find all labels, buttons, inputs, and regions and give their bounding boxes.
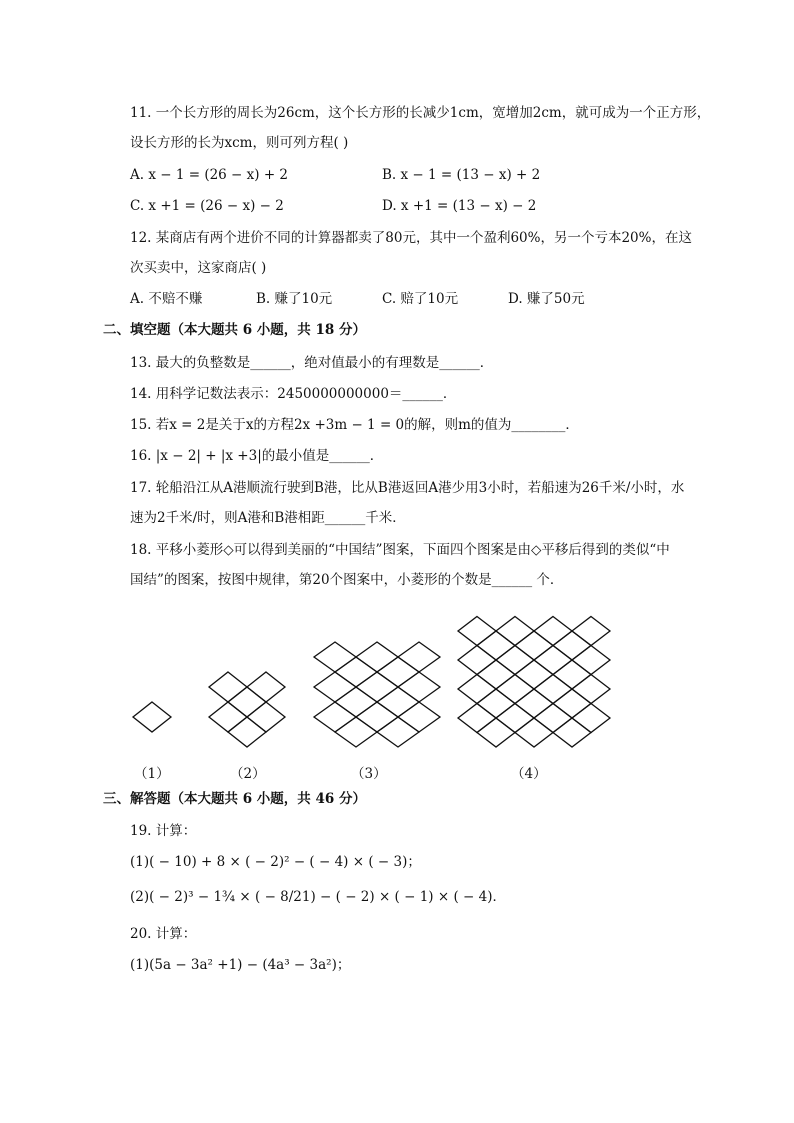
rhombus bbox=[228, 717, 266, 747]
q12-option-a: A. 不赔不赚 bbox=[130, 291, 203, 307]
rhombus bbox=[209, 672, 247, 702]
q13-text: 13. 最大的负整数是______，绝对值最小的有理数是______． bbox=[130, 355, 494, 371]
figure-caption-3: （3） bbox=[351, 766, 387, 782]
rhombus bbox=[534, 646, 572, 675]
rhombus bbox=[314, 642, 356, 672]
rhombus bbox=[247, 702, 285, 732]
q11-option-c: C. x +1 = (26 − x) − 2 bbox=[130, 198, 284, 214]
rhombus bbox=[496, 646, 534, 675]
rhombus bbox=[335, 687, 377, 717]
rhombus bbox=[515, 718, 553, 747]
knot-figure-3 bbox=[314, 642, 440, 747]
rhombus bbox=[534, 617, 572, 646]
q15-text: 15. 若x = 2是关于x的方程2x +3m − 1 = 0的解，则m的值为________． bbox=[130, 417, 579, 433]
rhombus bbox=[398, 642, 440, 672]
rhombus bbox=[458, 675, 496, 704]
rhombus bbox=[458, 704, 496, 733]
rhombus bbox=[356, 702, 398, 732]
rhombus bbox=[314, 702, 356, 732]
rhombus bbox=[335, 657, 377, 687]
q11-option-d: D. x +1 = (13 − x) − 2 bbox=[382, 198, 537, 214]
q17-line1: 17. 轮船沿江从A港顺流行驶到B港，比从B港返回A港少用3小时，若船速为26千米/小时，水 bbox=[130, 480, 685, 496]
rhombus bbox=[209, 702, 247, 732]
rhombus bbox=[496, 704, 534, 733]
q19-title: 19. 计算： bbox=[130, 823, 197, 839]
rhombus bbox=[534, 704, 572, 733]
figure-caption-1: （1） bbox=[134, 766, 170, 782]
rhombus bbox=[496, 675, 534, 704]
q17-line2: 速为2千米/时，则A港和B港相距______千米． bbox=[130, 510, 406, 526]
rhombus bbox=[572, 646, 610, 675]
q12-stem-line2: 次买卖中，这家商店( ) bbox=[130, 260, 267, 276]
q12-option-d: D. 赚了50元 bbox=[508, 291, 585, 307]
rhombus bbox=[377, 717, 419, 747]
q14-text: 14. 用科学记数法表示：2450000000000＝______． bbox=[130, 386, 457, 402]
section-3-heading: 三、解答题（本大题共 6 小题，共 46 分） bbox=[103, 791, 366, 807]
rhombus bbox=[335, 717, 377, 747]
knot-figure-1 bbox=[133, 702, 171, 732]
q12-option-b: B. 赚了10元 bbox=[256, 291, 333, 307]
q20-title: 20. 计算： bbox=[130, 926, 197, 942]
knot-figure-2 bbox=[209, 672, 285, 747]
q18-line1: 18. 平移小菱形◇可以得到美丽的“中国结”图案，下面四个图案是由◇平移后得到的类似“中 bbox=[130, 542, 670, 558]
rhombus bbox=[247, 672, 285, 702]
q11-stem-line1: 11. 一个长方形的周长为26cm，这个长方形的长减少1cm，宽增加2cm，就可成为一个正方形， bbox=[130, 105, 711, 121]
figure-caption-4: （4） bbox=[511, 766, 547, 782]
rhombus bbox=[572, 617, 610, 646]
rhombus bbox=[458, 646, 496, 675]
q20-part1: (1)(5a − 3a² +1) − (4a³ − 3a²)； bbox=[130, 957, 351, 973]
rhombus bbox=[553, 718, 591, 747]
figure-caption-2: （2） bbox=[230, 766, 266, 782]
q12-stem-line1: 12. 某商店有两个进价不同的计算器都卖了80元，其中一个盈利60%，另一个亏本20%，在这 bbox=[130, 230, 692, 246]
rhombus bbox=[133, 702, 171, 732]
rhombus bbox=[356, 672, 398, 702]
rhombus bbox=[534, 675, 572, 704]
rhombus bbox=[477, 631, 515, 660]
rhombus bbox=[458, 617, 496, 646]
rhombus bbox=[515, 689, 553, 718]
q12-option-c: C. 赔了10元 bbox=[382, 291, 459, 307]
q18-line2: 国结”的图案，按图中规律，第20个图案中，小菱形的个数是______ 个． bbox=[130, 572, 564, 588]
rhombus bbox=[314, 672, 356, 702]
rhombus bbox=[496, 617, 534, 646]
rhombus bbox=[377, 687, 419, 717]
rhombus bbox=[377, 657, 419, 687]
rhombus bbox=[553, 631, 591, 660]
rhombus bbox=[398, 702, 440, 732]
rhombus bbox=[477, 718, 515, 747]
q19-part1: (1)( − 10) + 8 × ( − 2)² − ( − 4) × ( − 3)； bbox=[130, 854, 421, 870]
rhombus bbox=[553, 660, 591, 689]
knot-figure-4 bbox=[458, 617, 610, 748]
q11-stem-line2: 设长方形的长为xcm，则可列方程( ) bbox=[130, 135, 349, 151]
rhombus bbox=[228, 687, 266, 717]
rhombus bbox=[572, 704, 610, 733]
rhombus bbox=[515, 631, 553, 660]
q11-option-b: B. x − 1 = (13 − x) + 2 bbox=[382, 167, 541, 183]
rhombus bbox=[356, 642, 398, 672]
q11-option-a: A. x − 1 = (26 − x) + 2 bbox=[130, 167, 289, 183]
rhombus bbox=[477, 660, 515, 689]
rhombus bbox=[398, 672, 440, 702]
q16-text: 16. |x − 2| + |x +3|的最小值是______． bbox=[130, 448, 384, 464]
rhombus bbox=[477, 689, 515, 718]
rhombus bbox=[553, 689, 591, 718]
rhombus bbox=[572, 675, 610, 704]
q19-part2: (2)( − 2)³ − 1¾ × ( − 8/21) − ( − 2) × ( − 1) × ( − 4)． bbox=[130, 889, 506, 905]
rhombus bbox=[515, 660, 553, 689]
section-2-heading: 二、填空题（本大题共 6 小题，共 18 分） bbox=[103, 322, 366, 338]
